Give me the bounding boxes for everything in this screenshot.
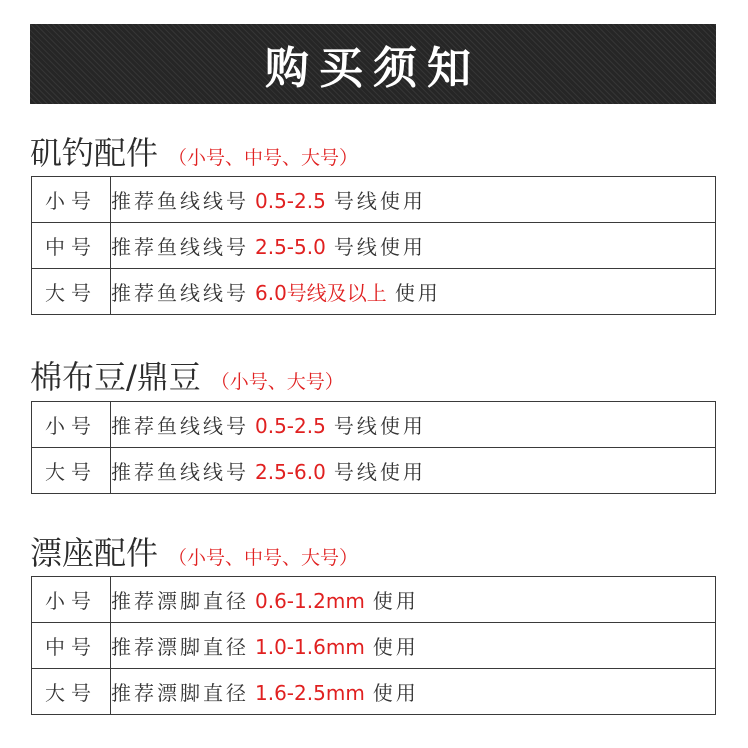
spec-value: 0.5-2.5: [255, 189, 326, 213]
spec-value: 6.0号线及以上: [255, 281, 387, 305]
size-cell: 小号: [32, 402, 111, 448]
spec-cell: [111, 669, 716, 715]
spec-suffix: 使用: [372, 681, 419, 705]
size-cell: 中号: [32, 223, 111, 269]
spec-value: 0.6-1.2mm: [255, 589, 365, 613]
spec-value: 1.0-1.6mm: [255, 635, 365, 659]
header-banner: [30, 24, 716, 104]
table-row: [32, 577, 716, 623]
spec-suffix: 使用: [372, 589, 419, 613]
spec-table-float-seat: [31, 576, 716, 715]
spec-value: 1.6-2.5mm: [255, 681, 365, 705]
size-cell: 中号: [32, 623, 111, 669]
spec-label: 推荐漂脚直径: [111, 681, 249, 705]
spec-suffix: 号线使用: [333, 460, 426, 484]
spec-label: 推荐鱼线线号: [111, 189, 249, 213]
spec-label: 推荐鱼线线号: [111, 460, 249, 484]
size-cell: 小号: [32, 577, 111, 623]
size-cell: 大号: [32, 269, 111, 315]
section-sizes: （小号、大号）: [210, 371, 344, 393]
spec-cell: [111, 448, 716, 494]
table-row: [32, 177, 716, 223]
spec-cell: [111, 402, 716, 448]
section-name: 棉布豆/鼎豆: [30, 358, 201, 396]
spec-value: 2.5-5.0: [255, 235, 326, 259]
spec-label: 推荐鱼线线号: [111, 414, 249, 438]
table-row: [32, 269, 716, 315]
spec-cell: [111, 223, 716, 269]
spec-label: 推荐漂脚直径: [111, 635, 249, 659]
banner-title: 购买须知: [265, 43, 481, 94]
spec-cell: [111, 177, 716, 223]
spec-cell: [111, 269, 716, 315]
section-name: 矶钓配件: [30, 134, 159, 172]
table-row: [32, 223, 716, 269]
spec-cell: [111, 623, 716, 669]
spec-label: 推荐漂脚直径: [111, 589, 249, 613]
table-row: [32, 448, 716, 494]
spec-value: 0.5-2.5: [255, 414, 326, 438]
table-row: [32, 402, 716, 448]
section-name: 漂座配件: [30, 534, 159, 572]
size-cell: 小号: [32, 177, 111, 223]
section-title-rock-fishing: [30, 128, 358, 174]
spec-table-rock-fishing: [31, 176, 716, 315]
spec-value: 2.5-6.0: [255, 460, 326, 484]
spec-table-cotton-bead: [31, 401, 716, 494]
spec-suffix: 号线使用: [333, 235, 426, 259]
spec-suffix: 号线使用: [333, 189, 426, 213]
table-row: [32, 623, 716, 669]
section-sizes: （小号、中号、大号）: [168, 147, 359, 169]
spec-cell: [111, 577, 716, 623]
section-sizes: （小号、中号、大号）: [168, 547, 359, 569]
table-row: [32, 669, 716, 715]
size-cell: 大号: [32, 669, 111, 715]
section-title-cotton-bead: [30, 352, 344, 398]
size-cell: 大号: [32, 448, 111, 494]
spec-suffix: 号线使用: [333, 414, 426, 438]
section-title-float-seat: [30, 528, 358, 574]
spec-suffix: 使用: [372, 635, 419, 659]
spec-suffix: 使用: [394, 281, 441, 305]
spec-label: 推荐鱼线线号: [111, 235, 249, 259]
spec-label: 推荐鱼线线号: [111, 281, 249, 305]
